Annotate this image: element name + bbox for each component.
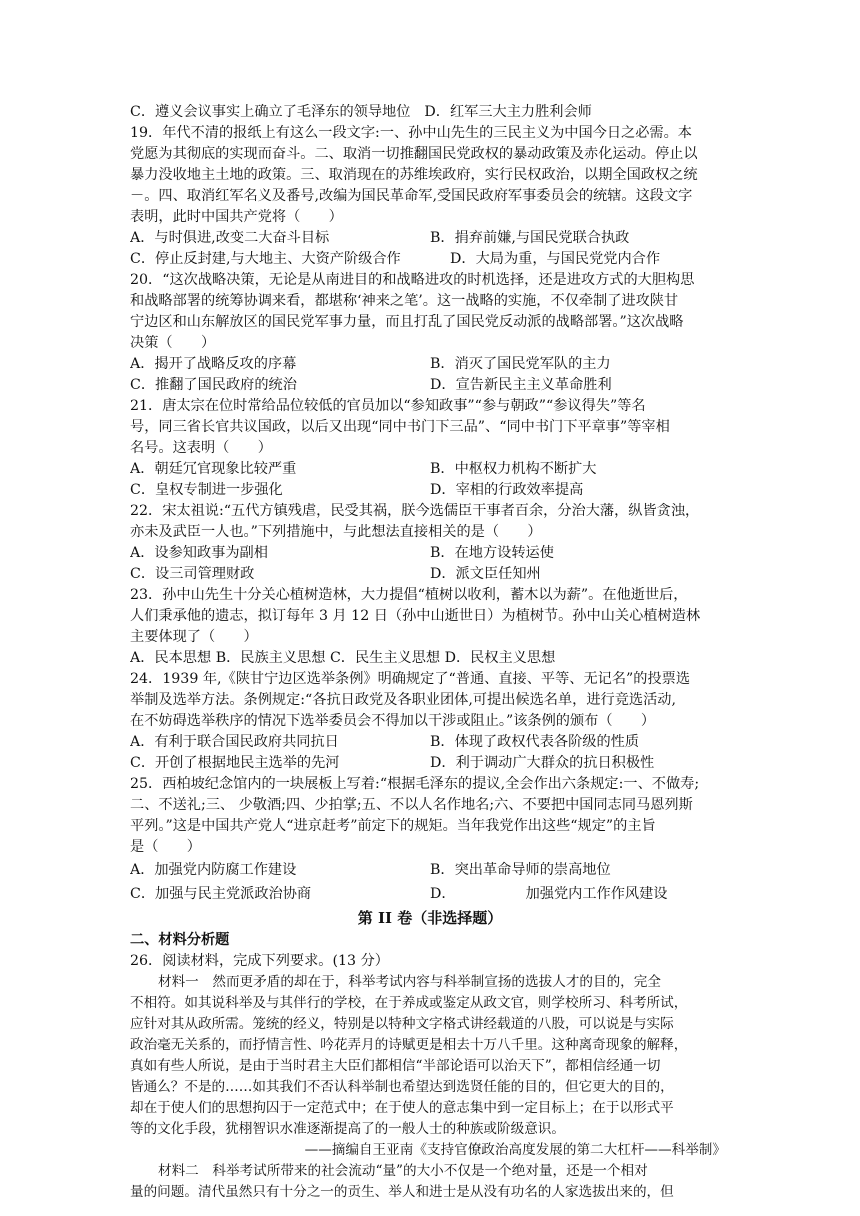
q22-option-c[interactable]: C．设三司管理财政 (130, 566, 255, 582)
q21-option-b[interactable]: B．中枢权力机构不断扩大 (430, 461, 597, 477)
q24-option-b[interactable]: B．体现了政权代表各阶级的性质 (430, 734, 640, 750)
q24-option-d[interactable]: D．利于调动广大群众的抗日积极性 (430, 755, 655, 771)
q24-option-c[interactable]: C．开创了根据地民主选举的先河 (130, 755, 340, 771)
q25-option-a[interactable]: A．加强党内防腐工作建设 (130, 862, 297, 878)
q22-stem-line: 22．宋太祖说:“五代方镇残虐，民受其祸，朕今选儒臣干事者百余，分治大藩，纵皆贪浊， (130, 503, 700, 519)
q20-stem-line: 宁边区和山东解放区的国民党军事力量，而且打乱了国民党反动派的战略部署。”这次战略 (130, 314, 684, 330)
material-2-line: 材料二 科举考试所带来的社会流动“量”的大小不仅是一个绝对量，还是一个相对 (158, 1163, 648, 1179)
q21-stem-line: 21．唐太宗在位时常给品位较低的官员加以“参知政事”“参与朝政”“参议得失”等名 (130, 398, 646, 414)
part2-title: 第 II 卷（非选择题） (357, 909, 503, 927)
material-1-line: 不相符。如其说科举及与其伴行的学校，在于养成或鉴定从政文官，则学校所习、科考所试， (130, 995, 688, 1011)
material-1-line: 政治毫无关系的，而抒情言性、吟花弄月的诗赋更是相去十万八千里。这种离奇现象的解释， (130, 1037, 688, 1053)
material-1-line: 真如有些人所说，是由于当时君主大臣们都相信“半部论语可以治天下”，都相信经通一切 (130, 1058, 661, 1074)
question-21 (130, 396, 730, 501)
material-1 (130, 972, 730, 1161)
question-24 (130, 669, 730, 774)
material-1-line: 皆通么？不是的……如其我们不否认科举制也希望达到选贤任能的目的，但它更大的目的， (130, 1079, 674, 1095)
material-2-line: 量的问题。清代虽然只有十分之一的贡生、举人和进士是从没有功名的人家选拔出来的，但 (130, 1184, 674, 1200)
q23-stem-line: 主要体现了（ ） (130, 629, 258, 645)
q20-stem-line: 决策（ ） (130, 335, 216, 351)
question-20 (130, 270, 730, 396)
q22-option-b[interactable]: B．在地方设转运使 (430, 545, 554, 561)
q21-stem-line: 号，同三省长官共议国政，以后又出现“同中书门下三品”、“同中书门下平章事”等宰相 (130, 419, 670, 435)
material-2 (130, 1161, 730, 1203)
q25-option-d-label: D． (430, 886, 456, 902)
q19-option-c[interactable]: C．停止反封建,与大地主、大资产阶级合作 (130, 251, 401, 267)
q20-option-d[interactable]: D．宣告新民主主义革命胜利 (430, 377, 612, 393)
q24-stem-line: 在不妨碍选举秩序的情况下选举委员会不得加以干涉或阻止。”该条例的颁布（ ） (130, 713, 656, 729)
material-1-line: 等的文化手段，犹栩智识水准逐渐提高了的一般人士的种族或阶级意识。 (130, 1121, 565, 1137)
material-1-line: 却在于使人们的思想拘囚于一定范式中；在于使人的意志集中到一定目标上；在于以形式平 (130, 1100, 674, 1116)
q19-option-b[interactable]: B．捐弃前嫌,与国民党联合执政 (430, 230, 630, 246)
question-23 (130, 585, 730, 669)
q22-option-d[interactable]: D．派文臣任知州 (430, 566, 541, 582)
q21-stem-line: 名号。这表明（ ） (130, 440, 272, 456)
q19-stem-line: 暴力没收地主土地的政策。三、取消现在的苏维埃政府，实行民权政治，以期全国政权之统 (130, 167, 698, 183)
material-1-source: ——摘编自王亚南《支持官僚政治高度发展的第二大杠杆——科举制》 (304, 1142, 726, 1158)
q20-stem-line: 和战略部署的统筹协调来看，都堪称‘神来之笔’。这一战略的实施，不仅牵制了进攻陕甘 (130, 293, 679, 309)
q19-stem-line: 表明，此时中国共产党将（ ） (130, 209, 343, 225)
q20-option-c[interactable]: C．推翻了国民政府的统治 (130, 377, 297, 393)
q25-option-b[interactable]: B．突出革命导师的崇高地位 (430, 862, 611, 878)
q19-stem-line: 党愿为其彻底的实现而奋斗。二、取消一切推翻国民党政权的暴动政策及赤化运动。停止以 (130, 146, 698, 162)
q23-stem-line: 23．孙中山先生十分关心植树造林，大力提倡“植树以收利，蓄木以为薪”。在他逝世后， (130, 587, 688, 603)
q19-stem-line: 19．年代不清的报纸上有这么一段文字:一、孙中山先生的三民主义为中国今日之必需。本 (130, 125, 692, 141)
q25-stem-line: 25．西柏坡纪念馆内的一块展板上写着:“根据毛泽东的提议,全会作出六条规定:一、不做寿; (130, 776, 700, 792)
q20-option-b[interactable]: B．消灭了国民党军队的主力 (430, 356, 611, 372)
q21-option-a[interactable]: A．朝廷冗官现象比较严重 (130, 461, 297, 477)
q21-option-c[interactable]: C．皇权专制进一步强化 (130, 482, 283, 498)
q20-option-a[interactable]: A．揭开了战略反攻的序幕 (130, 356, 297, 372)
q18-option-d[interactable]: D．红军三大主力胜利会师 (424, 104, 592, 120)
q19-option-a[interactable]: A．与时俱进,改变二大奋斗目标 (130, 230, 330, 246)
q26-instruction: 26．阅读材料，完成下列要求。(13 分） (130, 953, 389, 969)
section-heading: 二、材料分析题 (130, 932, 230, 948)
q24-stem-line: 24．1939 年,《陕甘宁边区选举条例》明确规定了“普通、直接、平等、无记名”的投票选 (130, 671, 691, 687)
q25-stem-line: 平列。”这是中国共产党人“进京赶考”前定下的规矩。当年我党作出这些“规定”的主旨 (130, 818, 656, 834)
q22-stem-line: 亦未及武臣一人也。”下列措施中，与此想法直接相关的是（ ） (130, 524, 542, 540)
q20-stem-line: 20．“这次战略决策，无论是从南进目的和战略进攻的时机选择，还是进攻方式的大胆构思 (130, 272, 695, 288)
q23-options[interactable]: A．民本思想 B．民族主义思想 C．民生主义思想 D．民权主义思想 (130, 650, 556, 666)
material-1-line: 应针对其从政所需。笼统的经义，特别是以特种文字格式讲经载道的八股，可以说是与实际 (130, 1016, 674, 1032)
q21-option-d[interactable]: D．宰相的行政效率提高 (430, 482, 584, 498)
q25-stem-line: 二、不送礼;三、 少敬酒;四、少拍掌;五、不以人名作地名;六、不要把中国同志同马恩列斯 (130, 797, 693, 813)
q24-option-a[interactable]: A．有利于联合国民政府共同抗日 (130, 734, 339, 750)
q18-option-c[interactable]: C．遵义会议事实上确立了毛泽东的领导地位 (130, 104, 411, 120)
q19-stem-line: －。四、取消红军名义及番号,改编为国民革命军,受国民政府军事委员会的统辖。这段文字 (130, 188, 693, 204)
material-1-line: 材料一 然而更矛盾的却在于，科举考试内容与科举制宣扬的选拔人才的目的，完全 (158, 974, 661, 990)
q23-stem-line: 人们秉承他的遗志，拟订每年 3 月 12 日（孙中山逝世日）为植树节。孙中山关心植树造林 (130, 608, 701, 624)
q25-option-d-text: 加强党内工作作风建设 (525, 886, 668, 902)
question-19 (130, 123, 730, 270)
question-25 (130, 774, 730, 906)
exam-page (130, 102, 730, 1203)
question-22 (130, 501, 730, 585)
q22-option-a[interactable]: A．设参知政事为副相 (130, 545, 268, 561)
q25-stem-line: 是（ ） (130, 839, 201, 855)
q19-option-d[interactable]: D．大局为重，与国民党党内合作 (450, 251, 661, 267)
q25-option-c[interactable]: C．加强与民主党派政治协商 (130, 886, 312, 902)
q24-stem-line: 举制及选举方法。条例规定:“各抗日政党及各职业团体,可提出候选名单，进行竞选活动, (130, 692, 676, 708)
q18-options-cd (130, 102, 730, 123)
q25-option-d[interactable] (430, 882, 730, 906)
